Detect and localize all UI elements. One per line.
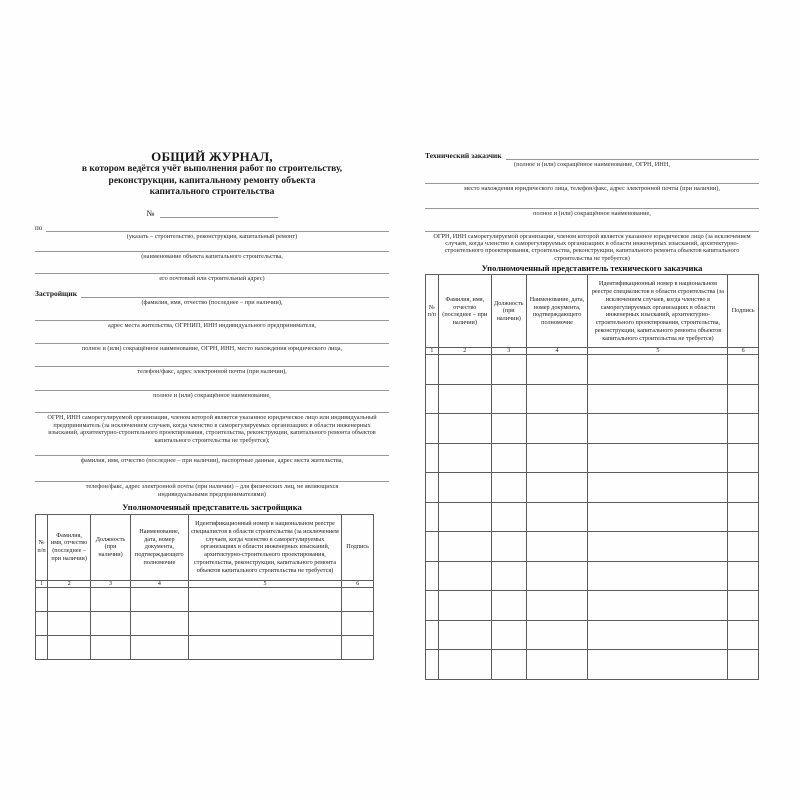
col-header-registry-id: Идентификационный номер в национальном реестре специалистов в области строительства (за исключением случаев, когда членство в саморегулируемых организациях в области инженерных изысканий, архитектурно-строительного проектирования, строительства, реконструкции, капитального ремонта объектов капитального строительства не требуется)	[588, 275, 728, 348]
empty-table-cell	[491, 443, 526, 473]
empty-table-cell	[588, 591, 728, 621]
col-header-num: № п/п	[36, 514, 48, 580]
empty-table-cell	[426, 414, 439, 444]
right-page	[425, 148, 759, 680]
empty-table-cell	[588, 414, 728, 444]
object-address-caption: его почтовый или строительный адрес)	[159, 275, 265, 283]
empty-table-cell	[491, 620, 526, 650]
empty-table-cell	[526, 473, 588, 503]
customer-sro-caption: ОГРН, ИНН саморегулируемой организации, членом которой является указанное юридическое лицо (за исключением случаев, когда членство в саморегулируемых организациях в области инженерных изысканий, архитектурно-строительного проектирования, строительства, реконструкции, капитального ремонта объектов капитального строительства не требуется)	[433, 232, 751, 262]
empty-table-cell	[438, 591, 491, 621]
developer-individual-caption: телефон/факс, адрес электронной почты (при наличии) – для физических лиц, не являющихся индивидуальными предпринимателями)	[85, 482, 339, 498]
empty-table-row	[426, 473, 759, 503]
empty-table-cell	[588, 355, 728, 385]
col-header-registry-id: Идентификационный номер в национальном реестре специалистов в области строительства (за исключением случаев, когда членство в саморегулируемых организациях в области инженерных изысканий, архитектурно-строительного проектирования, строительства, реконструкции, капитального ремонта объектов капитального строительства не требуется)	[188, 514, 341, 580]
object-name-field	[35, 240, 389, 261]
empty-table-cell	[588, 532, 728, 562]
customer-representative-table	[425, 274, 759, 680]
empty-table-row	[426, 355, 759, 385]
col-header-fio: Фамилия, имя, отчество (последнее – при наличии)	[48, 514, 91, 580]
empty-table-cell	[438, 355, 491, 385]
empty-table-row	[426, 650, 759, 680]
empty-table-cell	[526, 650, 588, 680]
empty-table-row	[426, 561, 759, 591]
journal-title: ОБЩИЙ ЖУРНАЛ,	[151, 149, 273, 164]
empty-table-cell	[588, 650, 728, 680]
developer-entity-field	[35, 332, 389, 353]
work-type-blank-line	[46, 219, 389, 232]
empty-table-cell	[491, 650, 526, 680]
empty-table-cell	[426, 384, 439, 414]
journal-subtitle-line2: реконструкции, капитальному ремонту объекта	[108, 175, 316, 186]
empty-table-cell	[426, 561, 439, 591]
object-address-blank-line	[35, 261, 389, 274]
developer-personal-field	[35, 444, 389, 465]
empty-table-cell	[491, 502, 526, 532]
empty-table-cell	[588, 384, 728, 414]
empty-table-cell	[36, 611, 48, 635]
empty-table-cell	[438, 502, 491, 532]
empty-table-cell	[438, 561, 491, 591]
work-type-caption: (указать – строительство, реконструкция, капитальный ремонт)	[126, 232, 298, 240]
developer-representative-heading: Уполномоченный представитель застройщика	[122, 501, 302, 512]
developer-entity-caption: полное и (или) сокращённое наименование, ОГРН, ИНН, место нахождения юридического лица,	[81, 344, 343, 352]
customer-location-caption: место нахождения юридического лица, телефон/факс, адрес электронной почты (при наличии),	[464, 184, 720, 192]
col-header-signature: Подпись	[728, 275, 759, 348]
journal-number-blank-line	[160, 205, 278, 218]
empty-table-row	[426, 620, 759, 650]
column-number: 2	[438, 348, 491, 355]
technical-customer-field	[425, 148, 759, 169]
empty-table-cell	[526, 443, 588, 473]
empty-table-cell	[91, 635, 131, 659]
empty-table-cell	[588, 473, 728, 503]
empty-table-cell	[491, 384, 526, 414]
empty-table-cell	[426, 620, 439, 650]
empty-table-cell	[491, 561, 526, 591]
empty-table-cell	[438, 473, 491, 503]
empty-table-cell	[526, 502, 588, 532]
column-number: 1	[36, 580, 48, 587]
empty-table-cell	[526, 532, 588, 562]
empty-table-cell	[728, 384, 759, 414]
col-header-signature: Подпись	[342, 514, 374, 580]
technical-customer-label: Технический заказчик	[425, 151, 502, 160]
developer-entity-blank-line	[35, 331, 389, 344]
developer-short-name-caption: полное и (или) сокращённое наименование,	[153, 391, 271, 399]
developer-phone-caption: телефон/факс, адрес электронной почты (при наличии),	[137, 367, 287, 375]
customer-short-name-caption: полное и (или) сокращённое наименование,	[533, 209, 651, 217]
customer-sro-field	[425, 220, 759, 263]
journal-number-label: №	[146, 207, 155, 218]
empty-table-cell	[48, 611, 91, 635]
empty-table-cell	[188, 635, 341, 659]
developer-address-caption: адрес места жительства, ОГРНИП, ИНН индивидуального предпринимателя,	[107, 321, 316, 329]
empty-table-row	[426, 502, 759, 532]
empty-table-cell	[426, 355, 439, 385]
empty-table-row	[426, 591, 759, 621]
customer-sro-blank-line	[425, 219, 759, 232]
empty-table-cell	[342, 587, 374, 611]
empty-table-cell	[728, 414, 759, 444]
empty-table-cell	[526, 591, 588, 621]
developer-individual-field	[35, 470, 389, 499]
empty-table-cell	[728, 620, 759, 650]
empty-table-cell	[342, 635, 374, 659]
developer-representative-table	[35, 514, 374, 660]
empty-table-cell	[438, 650, 491, 680]
developer-label: Застройщик	[35, 289, 78, 299]
technical-customer-name-caption: (полное и (или) сокращённое наименование, ОГРН, ИНН,	[514, 161, 670, 168]
col-header-position: Должность (при наличии)	[491, 275, 526, 348]
customer-short-name-blank-line	[425, 196, 759, 209]
empty-table-cell	[491, 473, 526, 503]
column-number-row	[36, 580, 374, 587]
customer-location-field	[425, 172, 759, 193]
empty-table-row	[426, 414, 759, 444]
developer-phone-field	[35, 355, 389, 376]
customer-location-blank-line	[425, 171, 759, 184]
journal-subtitle-line3: капитального строительства	[149, 187, 275, 197]
developer-address-blank-line	[35, 308, 389, 321]
developer-sro-field	[35, 401, 389, 444]
journal-subtitle-line1: в котором ведётся учёт выполнения работ по строительству,	[81, 164, 343, 174]
empty-table-cell	[91, 587, 131, 611]
empty-table-cell	[526, 414, 588, 444]
developer-individual-blank-line	[35, 469, 389, 482]
object-address-field	[35, 262, 389, 283]
empty-table-row	[426, 443, 759, 473]
developer-personal-blank-line	[35, 443, 389, 456]
col-header-num: № п/п	[426, 275, 439, 348]
empty-table-cell	[728, 443, 759, 473]
empty-table-cell	[728, 355, 759, 385]
empty-table-cell	[438, 443, 491, 473]
empty-table-cell	[48, 587, 91, 611]
empty-table-cell	[438, 620, 491, 650]
empty-table-cell	[728, 473, 759, 503]
empty-table-cell	[426, 532, 439, 562]
developer-sro-blank-line	[35, 400, 389, 413]
col-header-position: Должность (при наличии)	[91, 514, 131, 580]
developer-phone-blank-line	[35, 354, 389, 367]
column-number: 4	[526, 348, 588, 355]
developer-personal-caption: фамилия, имя, отчество (последнее – при наличии), паспортные данные, адрес места жительства,	[80, 457, 344, 465]
empty-table-row	[426, 384, 759, 414]
left-page	[35, 150, 389, 660]
empty-table-row	[36, 587, 374, 611]
col-header-document: Наименование, дата, номер документа, подтверждающего полномочие	[130, 514, 188, 580]
empty-table-cell	[438, 384, 491, 414]
empty-table-cell	[36, 587, 48, 611]
table-header-row	[426, 275, 759, 348]
empty-table-cell	[426, 443, 439, 473]
developer-sro-caption: ОГРН, ИНН саморегулируемой организации, членом которой является указанное юридическое лицо или индивидуальный предприниматель (за исключением случаев, когда членство в саморегулируемых организациях в области инженерных изысканий, архитектурно-строительного проектирования, строительства, реконструкции, капитального ремонта объектов капитального строительства не требуется);	[47, 414, 377, 444]
developer-address-field	[35, 309, 389, 330]
object-name-blank-line	[35, 239, 389, 252]
empty-table-cell	[438, 532, 491, 562]
empty-table-row	[36, 611, 374, 635]
empty-table-cell	[188, 587, 341, 611]
column-number: 3	[491, 348, 526, 355]
empty-table-cell	[438, 414, 491, 444]
customer-short-name-field	[425, 197, 759, 218]
empty-table-cell	[728, 532, 759, 562]
empty-table-cell	[188, 611, 341, 635]
empty-table-cell	[728, 591, 759, 621]
column-number: 3	[91, 580, 131, 587]
empty-table-cell	[491, 532, 526, 562]
column-number: 4	[130, 580, 188, 587]
empty-table-cell	[91, 611, 131, 635]
empty-table-cell	[491, 414, 526, 444]
empty-table-cell	[526, 561, 588, 591]
empty-table-cell	[728, 502, 759, 532]
work-type-field	[35, 220, 389, 241]
technical-customer-blank-line	[506, 147, 759, 160]
empty-table-cell	[526, 384, 588, 414]
empty-table-cell	[588, 443, 728, 473]
column-number: 6	[728, 348, 759, 355]
po-label: по	[35, 223, 43, 232]
empty-table-cell	[491, 591, 526, 621]
column-number: 6	[342, 580, 374, 587]
empty-table-row	[426, 532, 759, 562]
empty-table-cell	[130, 611, 188, 635]
developer-blank-line	[81, 285, 389, 298]
col-header-document: Наименование, дата, номер документа, подтверждающего полномочие	[526, 275, 588, 348]
customer-representative-heading: Уполномоченный представитель технического заказчика	[481, 263, 703, 274]
empty-table-cell	[526, 620, 588, 650]
column-number: 1	[426, 348, 439, 355]
empty-table-cell	[426, 502, 439, 532]
developer-short-name-blank-line	[35, 378, 389, 391]
empty-table-cell	[130, 587, 188, 611]
empty-table-cell	[342, 611, 374, 635]
journal-number-field	[35, 206, 389, 218]
empty-table-cell	[36, 635, 48, 659]
developer-short-name-field	[35, 379, 389, 400]
empty-table-cell	[728, 650, 759, 680]
empty-table-cell	[130, 635, 188, 659]
empty-table-cell	[426, 650, 439, 680]
column-number: 5	[588, 348, 728, 355]
table-header-row	[36, 514, 374, 580]
empty-table-cell	[491, 355, 526, 385]
column-number-row	[426, 348, 759, 355]
empty-table-cell	[588, 502, 728, 532]
empty-table-cell	[426, 591, 439, 621]
object-name-caption: (наименование объекта капитального строительства,	[141, 253, 283, 261]
empty-table-row	[36, 635, 374, 659]
empty-table-cell	[728, 561, 759, 591]
column-number: 5	[188, 580, 341, 587]
col-header-fio: Фамилия, имя, отчество (последнее – при наличии)	[438, 275, 491, 348]
empty-table-cell	[48, 635, 91, 659]
developer-field	[35, 286, 389, 307]
column-number: 2	[48, 580, 91, 587]
empty-table-cell	[426, 473, 439, 503]
empty-table-cell	[526, 355, 588, 385]
empty-table-cell	[588, 561, 728, 591]
developer-fio-caption: (фамилия, имя, отчество (последнее – при наличии),	[141, 299, 283, 307]
empty-table-cell	[588, 620, 728, 650]
